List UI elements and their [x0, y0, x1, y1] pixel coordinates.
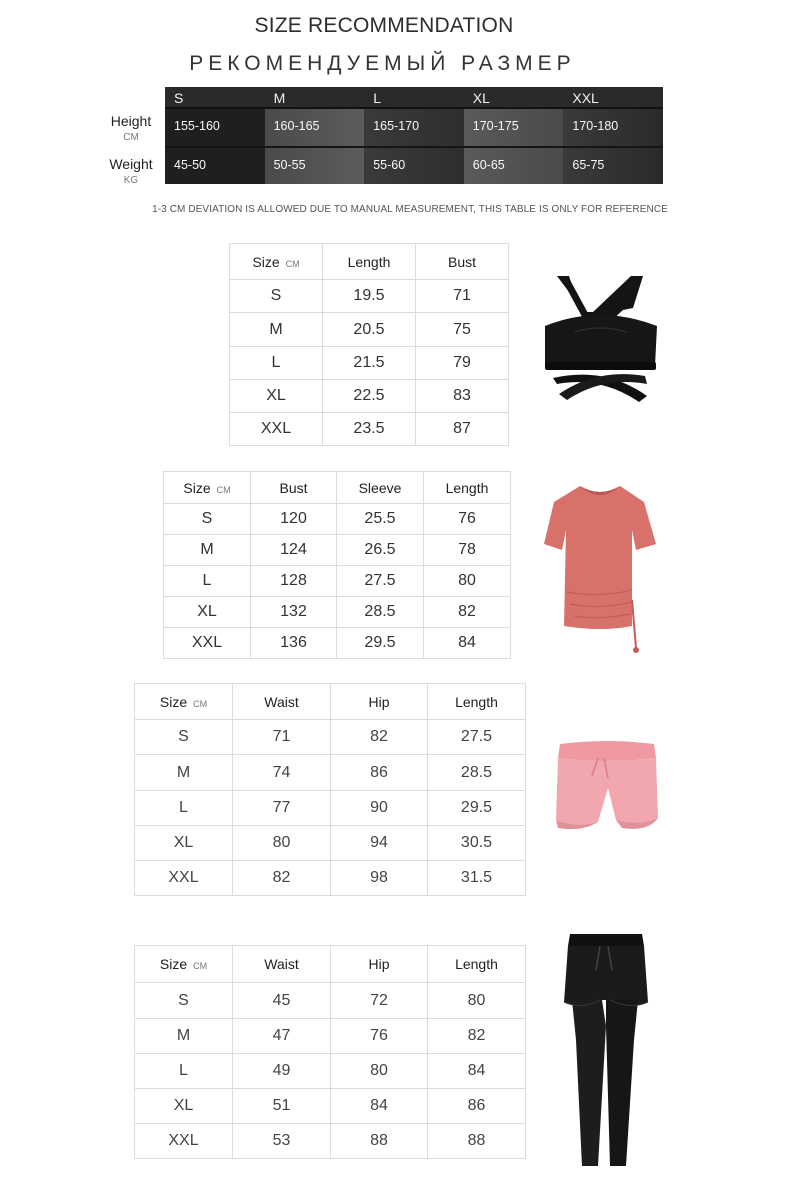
height-cell: 170-180: [563, 109, 663, 146]
size-cell: M: [164, 535, 251, 566]
size-cell: M: [135, 755, 233, 791]
value-cell: 82: [424, 597, 511, 628]
value-cell: 30.5: [428, 826, 526, 861]
value-cell: 128: [251, 566, 337, 597]
table-row: [230, 313, 509, 347]
column-header: Length: [428, 946, 526, 983]
table-row: [230, 413, 509, 446]
size-cell: S: [135, 720, 233, 755]
size-cell: XXL: [230, 413, 323, 446]
table-row: [135, 1054, 526, 1089]
table-row: [135, 826, 526, 861]
shorts-image: [552, 736, 662, 836]
value-cell: 94: [331, 826, 428, 861]
value-cell: 27.5: [337, 566, 424, 597]
table-row: [135, 1124, 526, 1159]
value-cell: 124: [251, 535, 337, 566]
height-row-label: [96, 114, 166, 143]
size-header: L: [364, 87, 464, 109]
weight-unit: KG: [123, 175, 139, 186]
size-label: Size: [252, 253, 280, 270]
value-cell: 80: [428, 983, 526, 1019]
value-cell: 79: [416, 347, 509, 380]
table-header-row: [135, 684, 526, 720]
weight-cell: 55-60: [364, 146, 464, 184]
bra-size-table: [229, 243, 509, 446]
table-header-row: [164, 472, 511, 504]
column-header: Bust: [251, 472, 337, 504]
value-cell: 76: [424, 504, 511, 535]
weight-label: Weight: [109, 156, 153, 172]
leggings-size-table: [134, 945, 526, 1159]
value-cell: 77: [233, 791, 331, 826]
size-cell: S: [135, 983, 233, 1019]
height-unit: CM: [123, 132, 139, 143]
value-cell: 82: [331, 720, 428, 755]
size-column-s: [165, 87, 265, 186]
size-header: M: [265, 87, 365, 109]
tshirt-image: [540, 480, 660, 658]
value-cell: 76: [331, 1019, 428, 1054]
size-header-cell: [230, 244, 323, 280]
value-cell: 82: [233, 861, 331, 896]
unit-label: CM: [285, 258, 300, 269]
value-cell: 45: [233, 983, 331, 1019]
value-cell: 27.5: [428, 720, 526, 755]
value-cell: 80: [331, 1054, 428, 1089]
unit-label: CM: [216, 484, 231, 495]
value-cell: 21.5: [323, 347, 416, 380]
table-row: [135, 983, 526, 1019]
value-cell: 78: [424, 535, 511, 566]
size-column-m: [265, 87, 365, 186]
size-label: Size: [159, 956, 188, 972]
column-header: Waist: [233, 684, 331, 720]
size-column-xxl: [563, 87, 663, 186]
size-cell: M: [135, 1019, 233, 1054]
value-cell: 28.5: [428, 755, 526, 791]
size-cell: XL: [135, 1089, 233, 1124]
column-header: Waist: [233, 946, 331, 983]
column-header: Bust: [416, 244, 509, 280]
table-row: [164, 535, 511, 566]
size-cell: L: [230, 347, 323, 380]
shorts-size-table: [134, 683, 526, 896]
value-cell: 80: [424, 566, 511, 597]
size-cell: L: [135, 1054, 233, 1089]
height-cell: 165-170: [364, 109, 464, 146]
table-row: [230, 280, 509, 313]
tshirt-size-table: [163, 471, 511, 659]
value-cell: 29.5: [428, 791, 526, 826]
value-cell: 71: [416, 280, 509, 313]
value-cell: 82: [428, 1019, 526, 1054]
value-cell: 28.5: [337, 597, 424, 628]
table-row: [135, 1019, 526, 1054]
weight-cell: 60-65: [464, 146, 564, 184]
height-cell: 155-160: [165, 109, 265, 146]
value-cell: 51: [233, 1089, 331, 1124]
value-cell: 80: [233, 826, 331, 861]
value-cell: 72: [331, 983, 428, 1019]
size-cell: XL: [164, 597, 251, 628]
value-cell: 88: [428, 1124, 526, 1159]
value-cell: 84: [331, 1089, 428, 1124]
value-cell: 31.5: [428, 861, 526, 896]
size-header-cell: [164, 472, 251, 504]
table-header-row: [135, 946, 526, 983]
value-cell: 19.5: [323, 280, 416, 313]
size-header: S: [165, 87, 265, 109]
value-cell: 23.5: [323, 413, 416, 446]
size-cell: XL: [230, 380, 323, 413]
size-overview-strip: [165, 87, 663, 186]
value-cell: 86: [331, 755, 428, 791]
table-row: [135, 861, 526, 896]
value-cell: 25.5: [337, 504, 424, 535]
value-cell: 74: [233, 755, 331, 791]
column-header: Hip: [331, 946, 428, 983]
value-cell: 98: [331, 861, 428, 896]
value-cell: 75: [416, 313, 509, 347]
value-cell: 86: [428, 1089, 526, 1124]
value-cell: 87: [416, 413, 509, 446]
table-row: [135, 720, 526, 755]
value-cell: 71: [233, 720, 331, 755]
value-cell: 120: [251, 504, 337, 535]
table-row: [164, 504, 511, 535]
table-row: [164, 597, 511, 628]
size-cell: S: [164, 504, 251, 535]
size-header: XL: [464, 87, 564, 109]
size-header: XXL: [563, 87, 663, 109]
size-cell: M: [230, 313, 323, 347]
table-row: [135, 755, 526, 791]
size-cell: S: [230, 280, 323, 313]
table-row: [164, 566, 511, 597]
size-cell: L: [164, 566, 251, 597]
weight-cell: 45-50: [165, 146, 265, 184]
value-cell: 132: [251, 597, 337, 628]
value-cell: 22.5: [323, 380, 416, 413]
leggings-image: [560, 930, 650, 1170]
unit-label: CM: [193, 698, 208, 709]
page-title: SIZE RECOMMENDATION: [254, 14, 514, 37]
table-header-row: [230, 244, 509, 280]
size-label: Size: [183, 479, 211, 496]
size-cell: XXL: [164, 628, 251, 659]
value-cell: 88: [331, 1124, 428, 1159]
value-cell: 90: [331, 791, 428, 826]
table-row: [135, 791, 526, 826]
value-cell: 53: [233, 1124, 331, 1159]
column-header: Length: [428, 684, 526, 720]
column-header: Sleeve: [337, 472, 424, 504]
size-column-xl: [464, 87, 564, 186]
column-header: Hip: [331, 684, 428, 720]
size-cell: XXL: [135, 1124, 233, 1159]
weight-row-label: [96, 157, 166, 186]
measurement-note: 1-3 CM DEVIATION IS ALLOWED DUE TO MANUAL MEASUREMENT, THIS TABLE IS ONLY FOR REFERENCE: [152, 204, 668, 215]
column-header: Length: [424, 472, 511, 504]
size-header-cell: [135, 946, 233, 983]
table-row: [230, 347, 509, 380]
table-row: [135, 1089, 526, 1124]
weight-cell: 65-75: [563, 146, 663, 184]
height-label: Height: [110, 113, 152, 129]
unit-label: CM: [193, 961, 208, 971]
weight-cell: 50-55: [265, 146, 365, 184]
value-cell: 84: [428, 1054, 526, 1089]
page-subtitle-russian: РЕКОМЕНДУЕМЫЙ РАЗМЕР: [189, 52, 576, 75]
size-cell: L: [135, 791, 233, 826]
sports-bra-image: [535, 268, 665, 408]
table-row: [164, 628, 511, 659]
value-cell: 26.5: [337, 535, 424, 566]
value-cell: 20.5: [323, 313, 416, 347]
size-label: Size: [159, 693, 188, 710]
size-cell: XXL: [135, 861, 233, 896]
height-cell: 160-165: [265, 109, 365, 146]
size-header-cell: [135, 684, 233, 720]
column-header: Length: [323, 244, 416, 280]
value-cell: 84: [424, 628, 511, 659]
value-cell: 83: [416, 380, 509, 413]
value-cell: 29.5: [337, 628, 424, 659]
size-column-l: [364, 87, 464, 186]
table-row: [230, 380, 509, 413]
value-cell: 47: [233, 1019, 331, 1054]
height-cell: 170-175: [464, 109, 564, 146]
value-cell: 49: [233, 1054, 331, 1089]
value-cell: 136: [251, 628, 337, 659]
size-cell: XL: [135, 826, 233, 861]
